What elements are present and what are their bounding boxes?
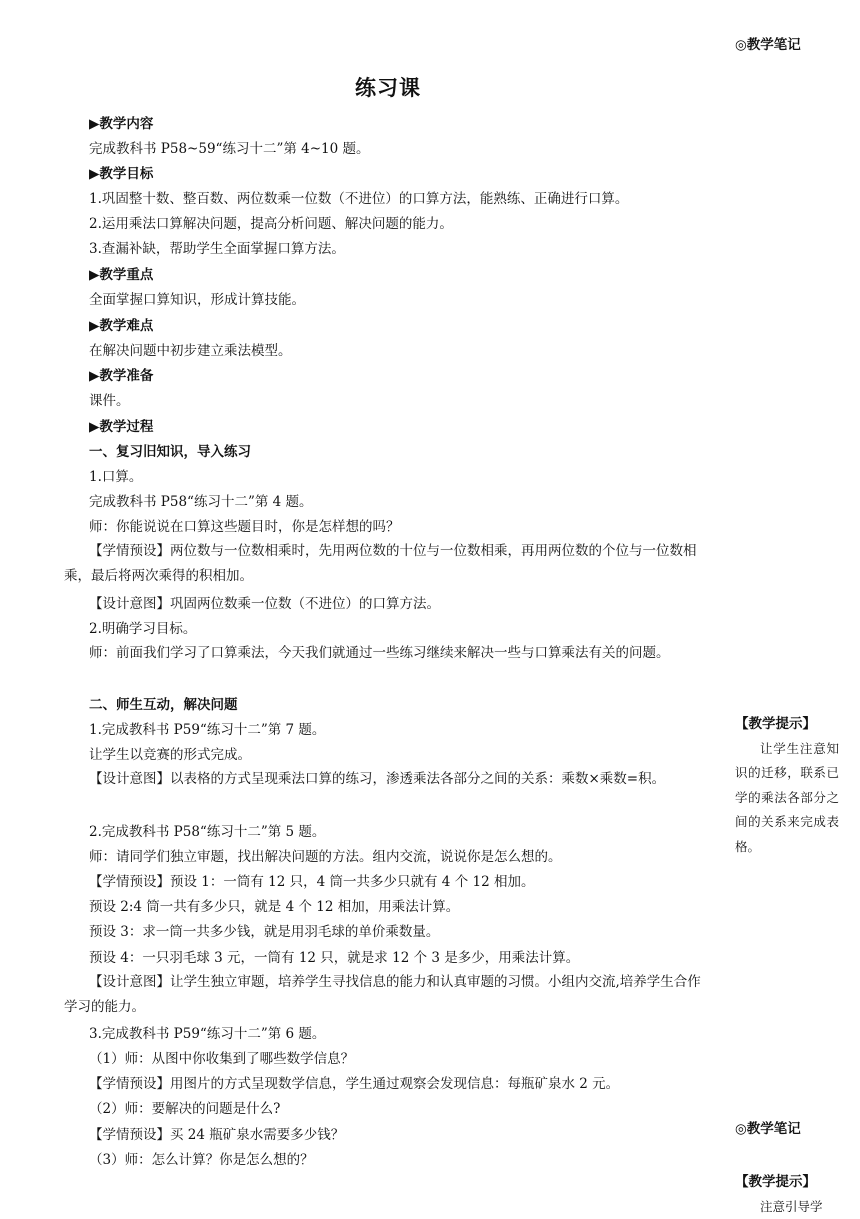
prep-text: 课件。 <box>89 393 130 409</box>
goal-item-3: 3.查漏补缺，帮助学生全面掌握口算方法。 <box>89 241 345 257</box>
difficult-heading: ▶教学难点 <box>89 318 154 334</box>
page-title: 练习课 <box>355 75 421 100</box>
paragraph: 【设计意图】以表格的方式呈现乘法口算的练习，渗透乘法各部分之间的关系：乘数×乘数=积。 <box>89 771 666 787</box>
notes-label-top: ◎教学笔记 <box>735 37 801 53</box>
tip-heading: 【教学提示】 <box>735 716 816 732</box>
paragraph: 2.明确学习目标。 <box>89 621 197 637</box>
goal-item-1: 1.巩固整十数、整百数、两位数乘一位数（不进位）的口算方法，能熟练、正确进行口算。 <box>89 191 629 207</box>
paragraph: 2.完成教科书 P58“练习十二”第 5 题。 <box>89 824 326 840</box>
paragraph: 【学情预设】用图片的方式呈现数学信息，学生通过观察会发现信息：每瓶矿泉水 2 元。 <box>89 1076 620 1092</box>
paragraph: 3.完成教科书 P59“练习十二”第 6 题。 <box>89 1026 326 1042</box>
goal-item-2: 2.运用乘法口算解决问题，提高分析问题、解决问题的能力。 <box>89 216 453 232</box>
paragraph: 1.口算。 <box>89 469 143 485</box>
paragraph: （1）师：从图中你收集到了哪些数学信息？ <box>89 1051 355 1067</box>
part2-heading: 二、师生互动，解决问题 <box>89 697 238 713</box>
prep-heading: ▶教学准备 <box>89 368 154 384</box>
key-heading: ▶教学重点 <box>89 267 154 283</box>
paragraph: 【学情预设】买 24 瓶矿泉水需要多少钱？ <box>89 1127 345 1143</box>
process-heading: ▶教学过程 <box>89 419 154 435</box>
content-text: 完成教科书 P58~59“练习十二”第 4~10 题。 <box>89 141 370 157</box>
paragraph: 【设计意图】让学生独立审题，培养学生寻找信息的能力和认真审题的习惯。小组内交流,培养学生合作学习的能力。 <box>64 974 701 1015</box>
tip-text: 让学生注意知识的迁移，联系已学的乘法各部分之间的关系来完成表格。 <box>735 740 839 854</box>
paragraph: 师：请同学们独立审题，找出解决问题的方法。组内交流，说说你是怎么想的。 <box>89 849 562 865</box>
paragraph: 1.完成教科书 P59“练习十二”第 7 题。 <box>89 722 326 738</box>
teaching-tip-2 <box>735 1170 839 1219</box>
paragraph: 完成教科书 P58“练习十二”第 4 题。 <box>89 494 313 510</box>
paragraph: 让学生以竞赛的形式完成。 <box>89 747 251 763</box>
difficult-text: 在解决问题中初步建立乘法模型。 <box>89 343 292 359</box>
paragraph: 师：你能说说在口算这些题目时，你是怎样想的吗？ <box>89 519 400 535</box>
notes-label-bottom: ◎教学笔记 <box>735 1121 801 1137</box>
paragraph: 预设 4：一只羽毛球 3 元，一筒有 12 只，就是求 12 个 3 是多少，用乘法计算。 <box>89 950 580 966</box>
paragraph: 【学情预设】两位数与一位数相乘时，先用两位数的十位与一位数相乘，再用两位数的个位与一位数相乘，最后将两次乘得的积相加。 <box>64 543 697 584</box>
paragraph: （3）师：怎么计算？你是怎么想的？ <box>89 1152 314 1168</box>
goals-heading: ▶教学目标 <box>89 166 154 182</box>
paragraph: 【设计意图】巩固两位数乘一位数（不进位）的口算方法。 <box>89 596 440 612</box>
paragraph: 预设 3：求一筒一共多少钱，就是用羽毛球的单价乘数量。 <box>89 924 440 940</box>
paragraph: （2）师：要解决的问题是什么? <box>89 1101 281 1117</box>
tip-heading: 【教学提示】 <box>735 1174 816 1190</box>
paragraph: 预设 2:4 筒一共有多少只，就是 4 个 12 相加，用乘法计算。 <box>89 899 460 915</box>
content-heading: ▶教学内容 <box>89 116 154 132</box>
teaching-tip-1 <box>735 712 839 860</box>
tip-text: 注意引导学 <box>760 1198 823 1214</box>
part1-heading: 一、复习旧知识，导入练习 <box>89 444 251 460</box>
key-text: 全面掌握口算知识，形成计算技能。 <box>89 292 305 308</box>
paragraph: 【学情预设】预设 1：一筒有 12 只，4 筒一共多少只就有 4 个 12 相加。 <box>89 874 535 890</box>
paragraph: 师：前面我们学习了口算乘法，今天我们就通过一些练习继续来解决一些与口算乘法有关的问题。 <box>89 645 670 661</box>
